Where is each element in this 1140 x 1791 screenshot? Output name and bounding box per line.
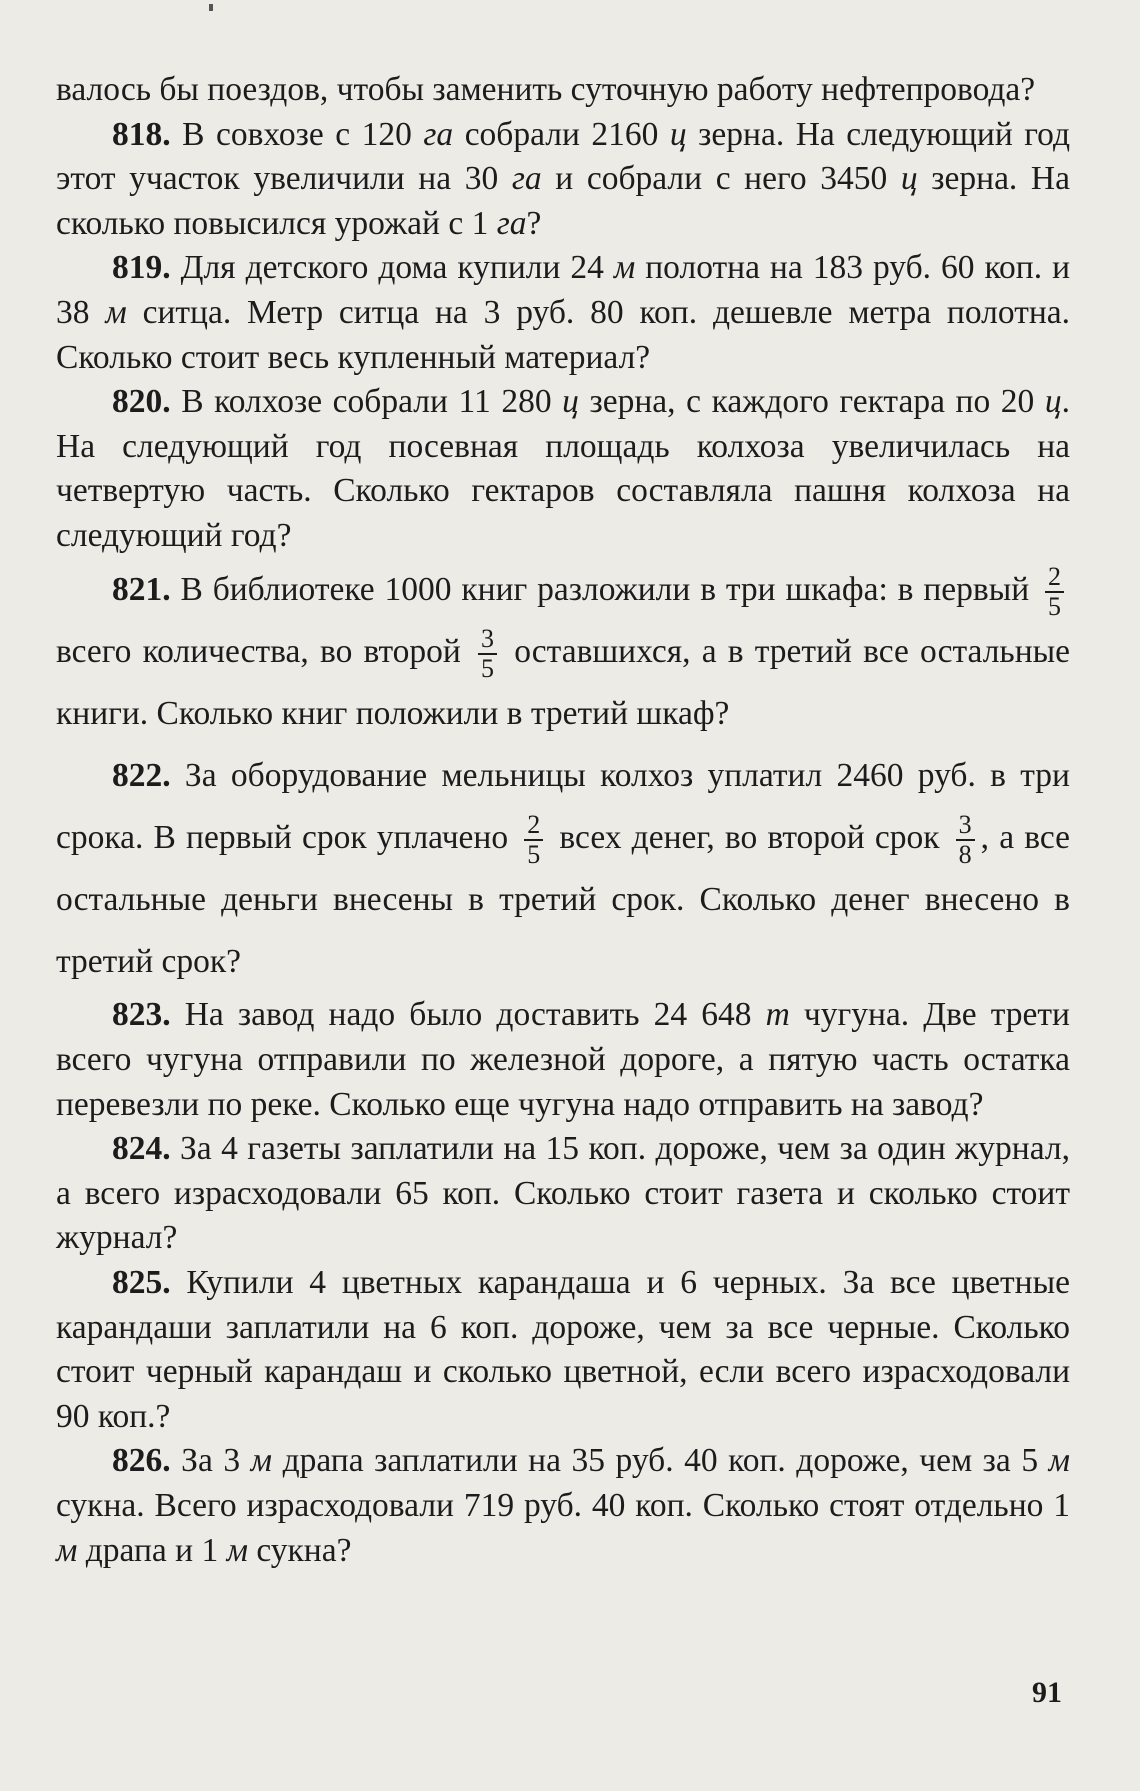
fraction <box>524 811 543 869</box>
fraction-numerator: 3 <box>478 625 497 655</box>
fraction <box>1045 563 1064 621</box>
problem-number: 825. <box>112 1264 171 1302</box>
problem-824 <box>56 1127 1070 1261</box>
fraction-numerator: 2 <box>524 811 543 841</box>
problem-text: ? <box>526 204 542 242</box>
problem-823 <box>56 993 1070 1127</box>
problem-number: 821. <box>112 570 171 608</box>
problem-text: всего количества, во второй <box>56 632 473 670</box>
problem-text: сукна? <box>247 1531 352 1569</box>
fraction <box>478 625 497 683</box>
problem-text: собрали 2160 <box>453 115 670 153</box>
problem-number: 822. <box>112 757 171 795</box>
problem-text: На завод надо было доставить 24 648 <box>170 996 766 1034</box>
problem-text: . На следующий год посевная площадь колхоза увеличилась на четвертую часть. Сколько гектаров составляла пашня колхоза на следующий год? <box>56 383 1071 554</box>
problem-text: В колхозе собрали 11 280 <box>170 383 563 421</box>
problem-text: За оборудование мельницы колхоз уплатил 2460 руб. в три срока. В первый срок уплачено <box>56 757 1070 857</box>
problem-text: драпа заплатили на 35 руб. 40 коп. дороже, чем за 5 <box>272 1442 1049 1480</box>
problem-text: Купили 4 цветных карандаша и 6 черных. За все цветные карандаши заплатили на 6 коп. дороже, чем за все черные. Сколько стоит черный карандаш и сколько цветной, если всего израсходовали 90 коп.? <box>56 1264 1070 1435</box>
unit: м <box>250 1442 273 1480</box>
problem-number: 819. <box>112 249 171 287</box>
page-number: 91 <box>1032 1676 1062 1709</box>
problem-text: За 4 газеты заплатили на 15 коп. дороже, чем за один журнал, а всего израсходовали 65 коп. Сколько стоит газета и сколько стоит журнал? <box>56 1130 1070 1257</box>
problem-number: 818. <box>112 115 171 153</box>
unit: т <box>765 996 790 1034</box>
problem-text: зерна. На следующий год этот участок увеличили на 30 <box>56 115 1070 198</box>
unit: м <box>1048 1442 1070 1480</box>
problem-text: зерна. На сколько повысился урожай с 1 <box>56 160 1070 242</box>
problem-number: 823. <box>112 996 171 1034</box>
unit: м <box>105 293 127 331</box>
problem-text: сукна. Всего израсходовали 719 руб. 40 коп. Сколько стоят отдельно 1 <box>56 1487 1070 1524</box>
unit: га <box>496 204 527 242</box>
problem-text: За 3 <box>170 1442 251 1480</box>
problem-820 <box>56 380 1070 558</box>
problem-number: 820. <box>112 383 171 421</box>
fraction-denominator: 5 <box>481 654 495 684</box>
problem-821 <box>56 559 1070 746</box>
unit: га <box>511 160 542 198</box>
problem-text: зерна, с каждого гектара по 20 <box>578 383 1045 421</box>
problem-text: В совхозе с 120 <box>170 115 424 153</box>
problem-822 <box>56 745 1070 993</box>
scan-artifact <box>209 4 213 11</box>
problem-text: ситца. Метр ситца на 3 руб. 80 коп. дешевле метра полотна. Сколько стоит весь купленный материал? <box>56 293 1071 376</box>
problem-text: чугуна. Две трети всего чугуна отправили по железной дороге, а пятую часть остатка перевезли по реке. Сколько еще чугуна надо отправить на завод? <box>56 996 1070 1123</box>
problem-text: и собрали с него 3450 <box>541 160 901 198</box>
problem-text: В библиотеке 1000 книг разложили в три шкафа: в первый <box>170 570 1039 608</box>
unit: ц <box>900 160 918 198</box>
continuation-paragraph <box>56 68 1070 113</box>
unit: м <box>56 1531 78 1569</box>
unit: ц <box>562 383 579 421</box>
problem-text: всех денег, во второй срок <box>549 819 950 857</box>
problem-text: , а все остальные деньги внесены в третий срок. Сколько денег внесено в третий срок? <box>56 819 1070 981</box>
problem-text: оставшихся, а в третий все остальные книги. Сколько книг положили в третий шкаф? <box>56 632 1070 733</box>
problem-number: 826. <box>112 1442 171 1480</box>
problem-text: Для детского дома купили 24 <box>170 249 614 287</box>
fraction-numerator: 2 <box>1045 563 1064 593</box>
problem-818 <box>56 113 1070 247</box>
problem-825 <box>56 1261 1070 1439</box>
fraction-numerator: 3 <box>956 811 975 841</box>
page-body <box>56 68 1070 1573</box>
unit: м <box>613 249 636 287</box>
problem-number: 824. <box>112 1130 171 1168</box>
unit: ц <box>1044 383 1062 421</box>
unit: га <box>423 115 454 153</box>
unit: ц <box>669 115 687 153</box>
problem-819 <box>56 246 1070 380</box>
fraction-denominator: 8 <box>958 840 972 870</box>
problem-text: драпа и 1 <box>77 1531 227 1569</box>
fraction-denominator: 5 <box>527 840 541 870</box>
fraction-denominator: 5 <box>1048 591 1061 621</box>
fraction <box>956 811 975 869</box>
problem-text: полотна на 183 руб. 60 коп. и 38 <box>56 249 1070 331</box>
continuation-text: валось бы поездов, чтобы заменить суточную работу нефтепровода? <box>56 71 1036 108</box>
unit: м <box>226 1531 248 1569</box>
problem-826 <box>56 1439 1070 1573</box>
